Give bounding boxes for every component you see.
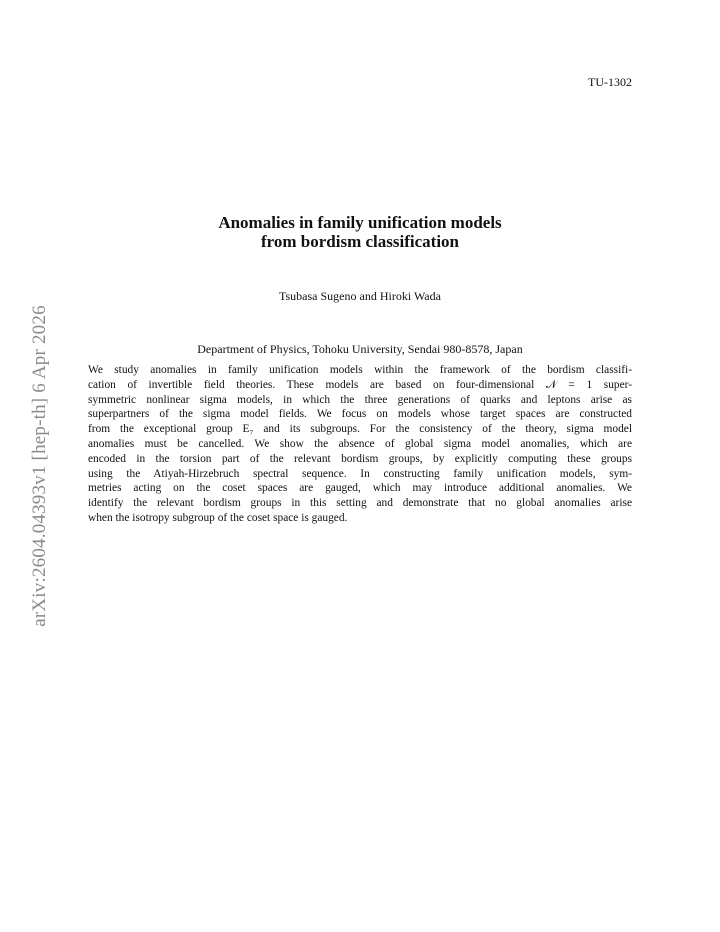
- abstract-line: using the Atiyah-Hirzebruch spectral sequence. In constructing family unification models, sym-: [88, 467, 632, 480]
- abstract-line: metries acting on the coset spaces are gauged, which may introduce additional anomalies. We: [88, 482, 632, 495]
- abstract-line: symmetric nonlinear sigma models, in which the three generations of quarks and leptons arise as: [88, 393, 632, 406]
- abstract-line: superpartners of the sigma model fields. We focus on models whose target spaces are constructed: [88, 408, 632, 421]
- abstract-line: from the exceptional group E₇ and its subgroups. For the consistency of the theory, sigma model: [88, 423, 632, 436]
- author-list: Tsubasa Sugeno and Hiroki Wada: [279, 289, 441, 303]
- title-line: Anomalies in family unification models: [218, 213, 502, 232]
- abstract-line: cation of invertible field theories. These models are based on four-dimensional 𝒩 = 1 super-: [88, 378, 632, 391]
- report-number: TU-1302: [588, 75, 632, 89]
- arxiv-identifier-stamp: arXiv:2604.04393v1 [hep-th] 6 Apr 2026: [29, 305, 50, 627]
- abstract-line: encoded in the torsion part of the relevant bordism groups, by explicitly computing these groups: [88, 452, 632, 465]
- title-line: from bordism classification: [260, 232, 459, 251]
- paper-title: [0, 213, 720, 251]
- author-affiliation: Department of Physics, Tohoku University, Sendai 980-8578, Japan: [197, 342, 523, 356]
- abstract-line: when the isotropy subgroup of the coset space is gauged.: [88, 511, 348, 524]
- abstract-line: anomalies must be cancelled. We show the absence of global sigma model anomalies, which are: [88, 437, 632, 450]
- abstract-line: identify the relevant bordism groups in this setting and demonstrate that no global anomalies arise: [88, 497, 632, 510]
- abstract: [88, 363, 632, 526]
- abstract-line: We study anomalies in family unification models within the framework of the bordism classifi-: [88, 364, 632, 376]
